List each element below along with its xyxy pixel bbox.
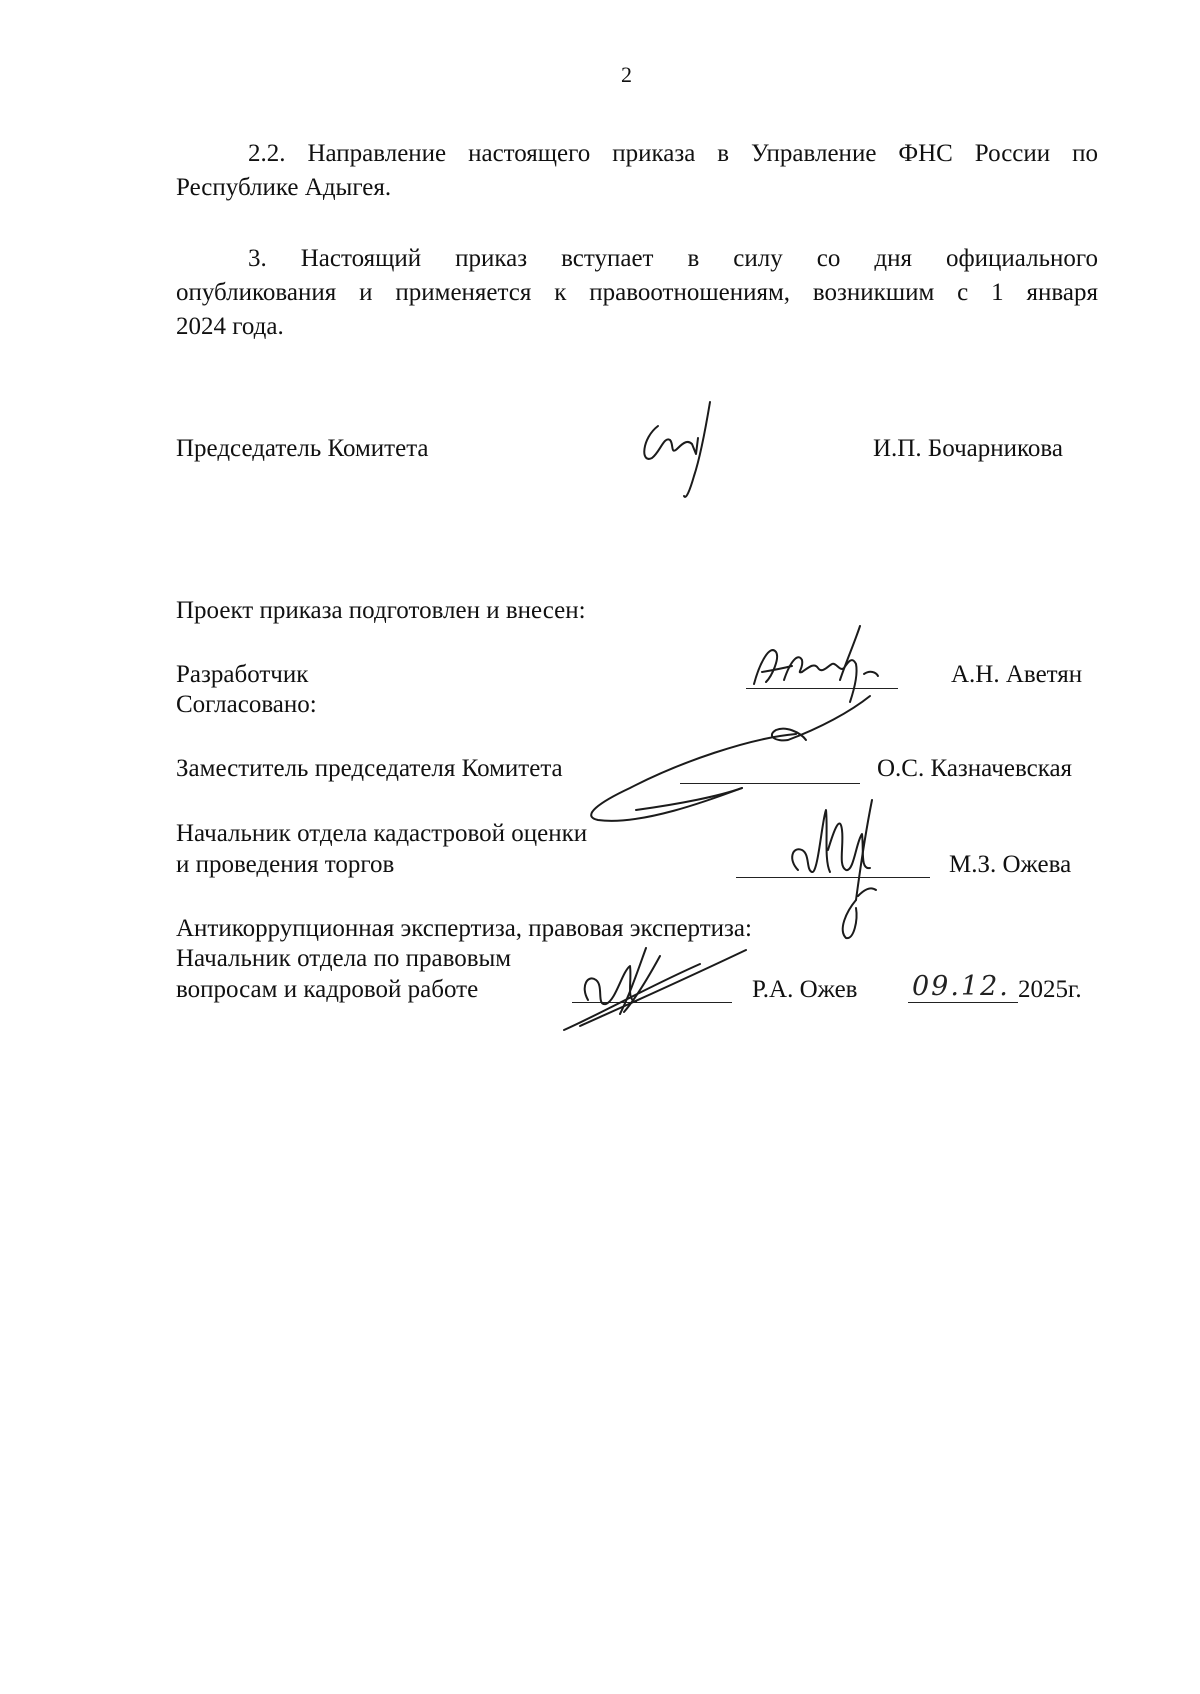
clause-3-line-3: 2024 года. (176, 313, 284, 340)
head-cadastral-signature (780, 790, 920, 960)
head-cadastral-name: М.З. Ожева (949, 851, 1072, 878)
legal-head-name: Р.А. Ожев (752, 976, 858, 1003)
clause-2-2-line-2: Республике Адыгея. (176, 174, 392, 201)
deputy-title: Заместитель председателя Комитета (176, 755, 563, 782)
approval-intro: Проект приказа подготовлен и внесен: (176, 597, 586, 624)
developer-title: Разработчик (176, 661, 309, 688)
clause-3-line-1: 3. Настоящий приказ вступает в силу со дня официального (248, 245, 1098, 272)
head-cadastral-line-2: и проведения торгов (176, 851, 395, 878)
developer-name: А.Н. Аветян (951, 661, 1083, 688)
chairman-name: И.П. Бочарникова (873, 435, 1063, 462)
clause-3-line-2: опубликования и применяется к правоотношениям, возникшим с 1 января (176, 279, 1098, 306)
head-cadastral-line-1: Начальник отдела кадастровой оценки (176, 820, 588, 847)
expertise-label: Антикоррупционная экспертиза, правовая экспертиза: (176, 915, 752, 942)
agreed-label: Согласовано: (176, 691, 317, 718)
legal-head-signature (560, 930, 760, 1050)
legal-head-line-1: Начальник отдела по правовым (176, 945, 512, 972)
page-number: 2 (621, 62, 632, 87)
deputy-name: О.С. Казначевская (877, 755, 1073, 782)
clause-2-2-line-1: 2.2. Направление настоящего приказа в Управление ФНС России по (248, 140, 1098, 167)
clause-2-2 (176, 137, 1098, 205)
date-year: 2025г. (1018, 976, 1082, 1003)
chairman-title: Председатель Комитета (176, 435, 429, 462)
clause-3 (176, 242, 1098, 344)
legal-head-line-2: вопросам и кадровой работе (176, 976, 479, 1003)
date-handwritten: 09.12. (912, 971, 1010, 1002)
chairman-signature (636, 396, 726, 506)
